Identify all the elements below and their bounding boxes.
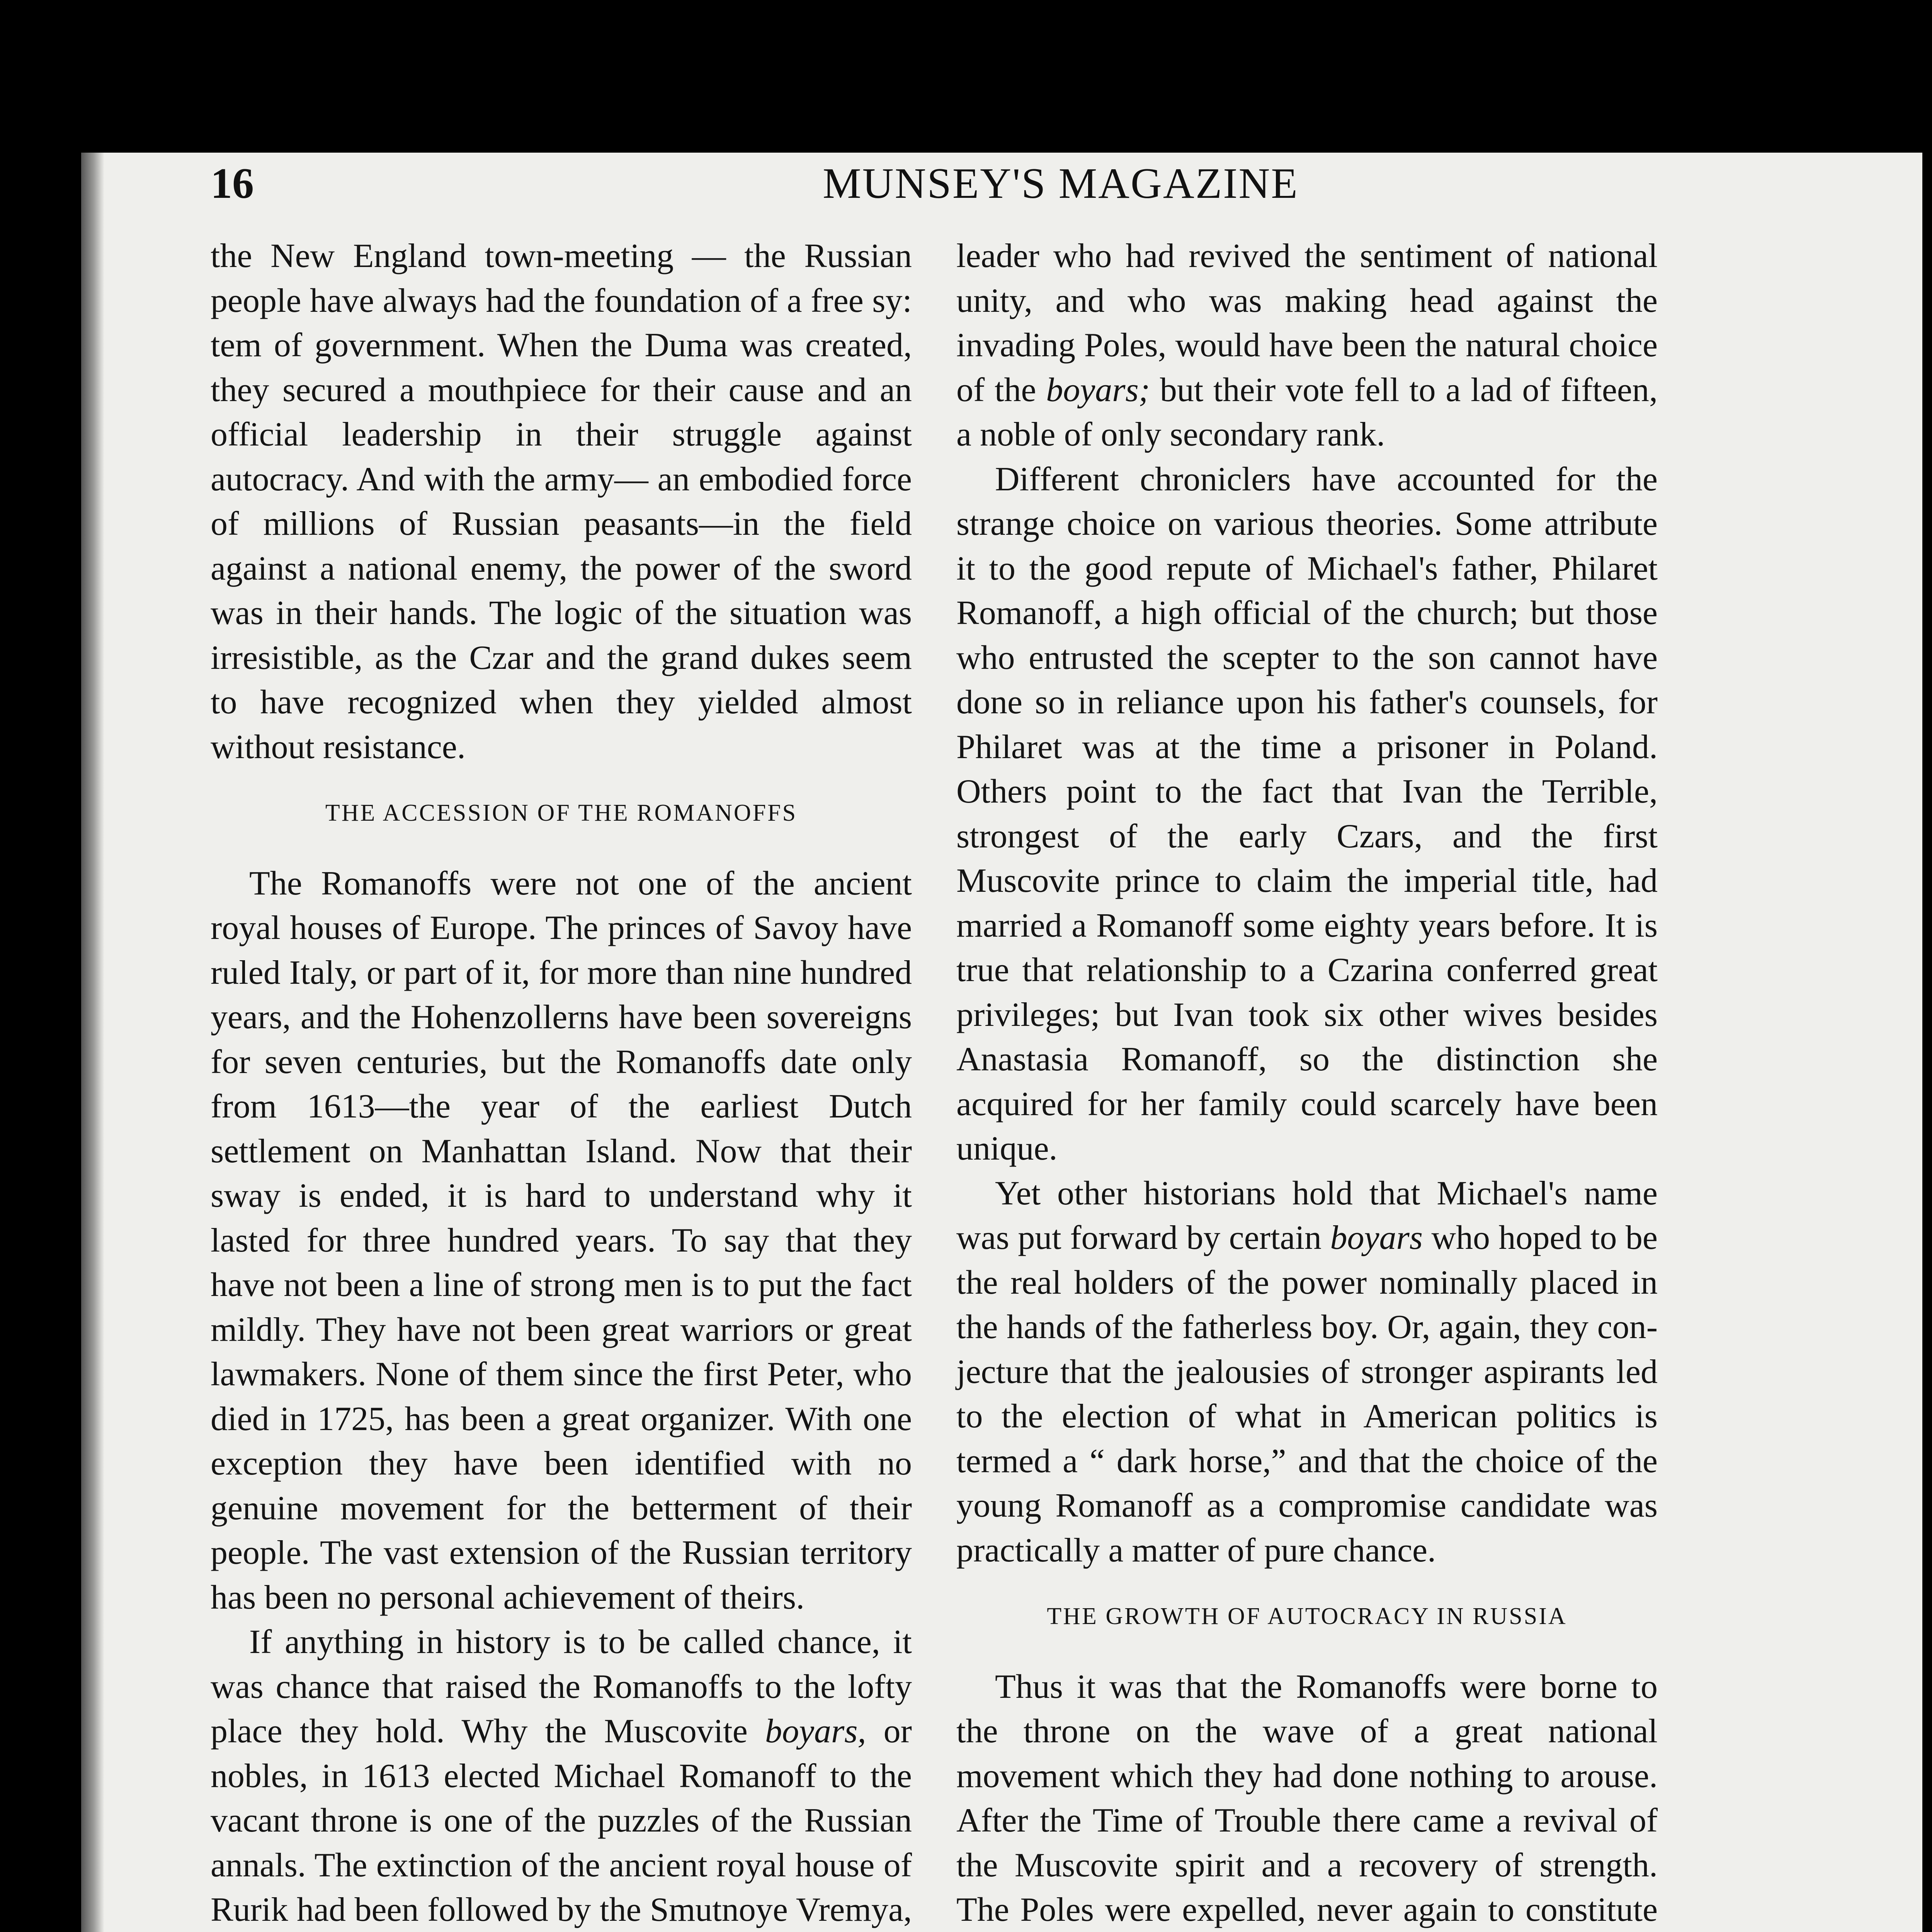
left-column xyxy=(211,234,912,1932)
paragraph: The Romanoffs were not one of the ancient royal houses of Europe. The princes of Savoy have ruled Italy, or part of it, for more than nine hundred years, and the Hohenzollerns have been sovereigns for seven centuries, but the Romanoffs date only from 1613—the year of the earliest Dutch settlement on Manhattan Island. Now that their sway is ended, it is hard to understand why it lasted for three hundred years. To say that they have not been a line of strong men is to put the fact mildly. They have not been great warriors or great lawmakers. None of them since the first Peter, who died in 1725, has been a great organizer. With one exception they have been identified with no genuine movement for the betterment of their people. The vast extension of the Russian territory has been no personal achievement of theirs. xyxy=(211,864,912,1616)
text-run: If anything in history is to be called chance, it was chance that raised the Romanoffs to the lofty place they hold. Why the Muscovite xyxy=(211,1623,912,1750)
paragraph: the New England town-meeting — the Russian people have always had the foundation of a free sy: tem of government. When the Duma was created, they secured a mouthpiece for their cause and an official leadership in their struggle against autocracy. And with the army— an embodied force of millions of Russian peasants—in the field against a national enemy, the power of the sword was in their hands. The logic of the situation was irresistible, as the Czar and the grand dukes seem to have recognized when they yielded almost without resistance. xyxy=(211,237,912,766)
paragraph xyxy=(211,1620,912,1932)
page-gutter xyxy=(1922,153,1932,1932)
page-binding-shadow xyxy=(81,153,104,1932)
text-run: or nobles, in 1613 elected Michael Romanoff to the vacant throne is one of the puzzles of the Russian annals. The extinction of the ancient royal house of Rurik had been followed by the Smutnoye Vremya, xyxy=(211,1713,912,1929)
right-column xyxy=(956,234,1658,1932)
paragraph: Thus it was that the Romanoffs were borne to the throne on the wave of a great national movement which they had done nothing to arouse. After the Time of Trouble there came a revival of the Muscovite spirit and a recovery of strength. The Poles were expelled, never again to constitute xyxy=(956,1668,1658,1929)
paragraph: Different chroniclers have accounted for the strange choice on various theories. Some attribute it to the good repute of Michael's father, Philaret Romanoff, a high official of the church; but those who entrusted the scepter to the son cannot have done so in reliance upon his father's counsels, for Philaret was at the time a prisoner in Poland. Others point to the fact that Ivan the Terrible, strongest of the early Czars, and the first Muscovite prince to claim the imperial title, had married a Romanoff some eighty years before. It is true that relationship to a Czarina conferred great privileges; but Ivan took six other wives besides Anastasia Romanoff, so the distinction she acquired for her family could scarcely have been unique. xyxy=(956,460,1658,1167)
running-title: MUNSEY'S MAGAZINE xyxy=(823,160,1299,207)
text-run: but their vote fell to a lad of fifteen, a noble of only secondary rank. xyxy=(956,371,1658,453)
italic-term: boyars, xyxy=(765,1713,866,1750)
paragraph xyxy=(956,234,1658,457)
text-run: Yet other historians hold that Michael's name was put forward by certain xyxy=(956,1174,1658,1257)
paragraph xyxy=(956,1171,1658,1573)
section-heading: THE GROWTH OF AUTOCRACY IN RUSSIA xyxy=(1047,1603,1567,1629)
section-heading: THE ACCESSION OF THE ROMANOFFS xyxy=(325,800,798,826)
page-header xyxy=(211,153,1756,214)
text-run: who hoped to be the real holders of the power nominally placed in the hands of the fatherless boy. Or, again, they conjecture that the jealousies of stronger aspirants led to the election of what in American politics is termed a “ dark horse,” and that the choice of the young Romanoff as a compromise candidate was practically a matter of pure chance. xyxy=(956,1219,1658,1569)
italic-term: boyars xyxy=(1330,1219,1423,1257)
page-number: 16 xyxy=(211,160,254,207)
italic-term: boyars; xyxy=(1046,371,1150,409)
text-run: leader who had revived the sentiment of national unity, and who was making head against the invading Poles, would have been the natural choice of the xyxy=(956,237,1658,409)
